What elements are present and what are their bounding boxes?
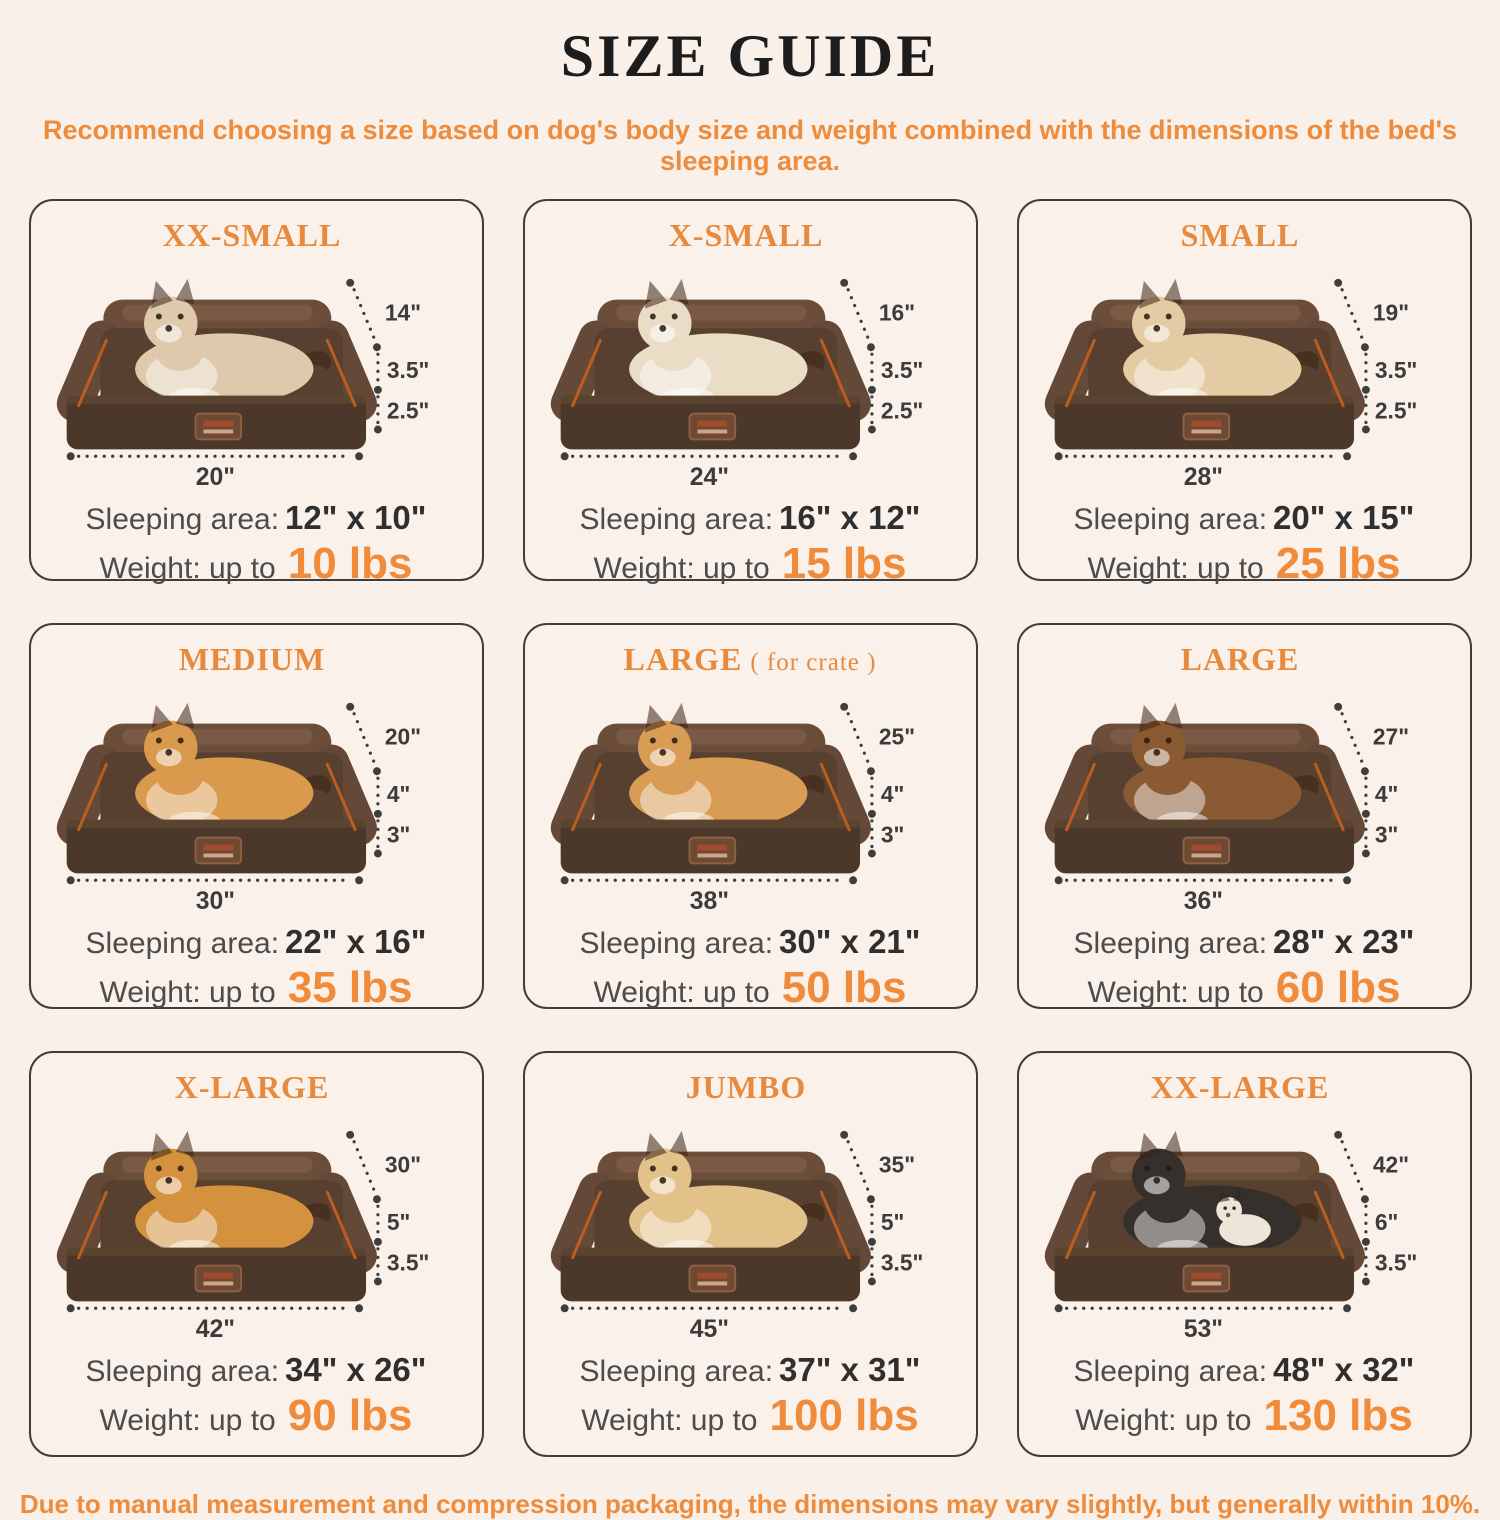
- sleeping-area-value: 12" x 10": [285, 499, 427, 536]
- bolster-height-dimension: 4": [386, 780, 410, 807]
- weight-line: [100, 539, 413, 589]
- size-label: XX-LARGE: [1150, 1069, 1330, 1105]
- pet-bed-illustration: [31, 680, 482, 915]
- pet-bed-illustration: [525, 680, 976, 915]
- bolster-height-dimension: 6": [1374, 1208, 1398, 1235]
- size-suffix: ( for crate ): [750, 649, 877, 676]
- weight-label: Weight: up to: [1087, 976, 1264, 1009]
- width-dimension: 45": [689, 1316, 729, 1343]
- size-label: LARGE: [623, 641, 743, 677]
- size-card-xx-small: [29, 199, 484, 588]
- sleeping-area-value: 34" x 26": [285, 1351, 427, 1388]
- weight-label: Weight: up to: [1087, 552, 1264, 585]
- header: [0, 22, 1500, 177]
- sleeping-area-label: Sleeping area:: [579, 503, 774, 536]
- sleeping-area-line: [1074, 1351, 1415, 1389]
- size-name: [163, 217, 350, 254]
- measurement-disclaimer: Due to manual measurement and compression packaging, the dimensions may vary slightly, but generally within 10%.: [19, 1489, 1481, 1519]
- size-card-x-small: [523, 199, 978, 588]
- size-name: [669, 217, 832, 254]
- size-label: LARGE: [1180, 641, 1300, 677]
- bolster-height-dimension: 4": [1374, 780, 1398, 807]
- depth-dimension: 20": [384, 723, 421, 750]
- bolster-height-dimension: 3.5": [386, 356, 429, 383]
- sleeping-area-value: 30" x 21": [779, 923, 921, 960]
- weight-value: 90 lbs: [287, 1391, 413, 1440]
- width-dimension: 42": [195, 1316, 235, 1343]
- depth-dimension: 16": [878, 299, 915, 326]
- pet-bed-illustration: [31, 1108, 482, 1343]
- pet-bed-illustration: [1019, 256, 1470, 491]
- weight-label: Weight: up to: [99, 1404, 276, 1437]
- sleeping-area-line: [1074, 499, 1415, 537]
- depth-dimension: 27": [1372, 723, 1409, 750]
- base-height-dimension: 3": [386, 821, 410, 848]
- size-name: [179, 641, 333, 678]
- sleeping-area-value: 22" x 16": [285, 923, 427, 960]
- depth-dimension: 42": [1372, 1151, 1409, 1178]
- base-height-dimension: 2.5": [1374, 397, 1417, 424]
- pet-bed-illustration: [1019, 1108, 1470, 1343]
- bolster-height-dimension: 3.5": [1374, 356, 1417, 383]
- recommendation-note: Recommend choosing a size based on dog's body size and weight combined with the dimensions of the bed's sleeping area.: [42, 115, 1458, 176]
- pet-bed-illustration: [525, 256, 976, 491]
- base-height-dimension: 3.5": [386, 1249, 429, 1276]
- weight-line: [594, 963, 907, 1013]
- weight-label: Weight: up to: [1075, 1404, 1252, 1437]
- sleeping-area-line: [580, 923, 921, 961]
- pet-bed-illustration: [525, 1108, 976, 1343]
- size-name: [175, 1069, 338, 1106]
- weight-line: [100, 1391, 413, 1441]
- base-height-dimension: 3": [1374, 821, 1398, 848]
- sleeping-area-label: Sleeping area:: [1073, 927, 1268, 960]
- weight-line: [100, 963, 413, 1013]
- base-height-dimension: 2.5": [880, 397, 923, 424]
- depth-dimension: 19": [1372, 299, 1409, 326]
- sleeping-area-value: 48" x 32": [1273, 1351, 1415, 1388]
- weight-value: 100 lbs: [769, 1391, 919, 1440]
- size-name: [624, 641, 877, 678]
- weight-line: [581, 1391, 918, 1441]
- depth-dimension: 35": [878, 1151, 915, 1178]
- weight-line: [1088, 963, 1401, 1013]
- size-card-xx-large: [1017, 1051, 1472, 1457]
- size-card-x-large: [29, 1051, 484, 1457]
- sleeping-area-value: 28" x 23": [1273, 923, 1415, 960]
- bolster-height-dimension: 5": [880, 1208, 904, 1235]
- size-label: SMALL: [1180, 217, 1300, 253]
- size-name: [1181, 217, 1308, 254]
- size-label: X-SMALL: [668, 217, 824, 253]
- width-dimension: 53": [1183, 1316, 1223, 1343]
- size-label: X-LARGE: [174, 1069, 330, 1105]
- sleeping-area-label: Sleeping area:: [579, 1355, 774, 1388]
- pet-bed-illustration: [1019, 680, 1470, 915]
- size-label: JUMBO: [685, 1069, 807, 1105]
- weight-label: Weight: up to: [99, 552, 276, 585]
- weight-label: Weight: up to: [593, 976, 770, 1009]
- size-label: MEDIUM: [178, 641, 326, 677]
- sleeping-area-value: 20" x 15": [1273, 499, 1415, 536]
- bolster-height-dimension: 4": [880, 780, 904, 807]
- sleeping-area-label: Sleeping area:: [85, 503, 280, 536]
- base-height-dimension: 3": [880, 821, 904, 848]
- sleeping-area-label: Sleeping area:: [1073, 1355, 1268, 1388]
- page-title: SIZE GUIDE: [560, 23, 940, 89]
- width-dimension: 20": [195, 464, 235, 491]
- weight-value: 15 lbs: [781, 539, 907, 588]
- weight-value: 35 lbs: [287, 963, 413, 1012]
- width-dimension: 28": [1183, 464, 1223, 491]
- weight-value: 60 lbs: [1275, 963, 1401, 1012]
- weight-label: Weight: up to: [581, 1404, 758, 1437]
- sleeping-area-line: [580, 1351, 921, 1389]
- sleeping-area-label: Sleeping area:: [579, 927, 774, 960]
- base-height-dimension: 2.5": [386, 397, 429, 424]
- size-label: XX-SMALL: [162, 217, 342, 253]
- depth-dimension: 30": [384, 1151, 421, 1178]
- weight-line: [1075, 1391, 1412, 1441]
- weight-label: Weight: up to: [593, 552, 770, 585]
- size-card-small: [1017, 199, 1472, 588]
- width-dimension: 24": [689, 464, 729, 491]
- sleeping-area-line: [580, 499, 921, 537]
- sleeping-area-value: 16" x 12": [779, 499, 921, 536]
- size-card-large: [1017, 623, 1472, 1012]
- bolster-height-dimension: 3.5": [880, 356, 923, 383]
- size-name: [686, 1069, 815, 1106]
- weight-line: [1088, 539, 1401, 589]
- weight-value: 130 lbs: [1263, 1391, 1413, 1440]
- sleeping-area-value: 37" x 31": [779, 1351, 921, 1388]
- pet-bed-illustration: [31, 256, 482, 491]
- base-height-dimension: 3.5": [880, 1249, 923, 1276]
- sleeping-area-label: Sleeping area:: [1073, 503, 1268, 536]
- width-dimension: 36": [1183, 888, 1223, 915]
- sleeping-area-label: Sleeping area:: [85, 927, 280, 960]
- sleeping-area-line: [86, 1351, 427, 1389]
- size-card-grid: [0, 199, 1500, 1457]
- depth-dimension: 14": [384, 299, 421, 326]
- base-height-dimension: 3.5": [1374, 1249, 1417, 1276]
- width-dimension: 30": [195, 888, 235, 915]
- depth-dimension: 25": [878, 723, 915, 750]
- width-dimension: 38": [689, 888, 729, 915]
- sleeping-area-label: Sleeping area:: [85, 1355, 280, 1388]
- size-card-medium: [29, 623, 484, 1012]
- bolster-height-dimension: 5": [386, 1208, 410, 1235]
- weight-value: 50 lbs: [781, 963, 907, 1012]
- size-name: [1151, 1069, 1338, 1106]
- size-name: [1181, 641, 1308, 678]
- size-card-jumbo: [523, 1051, 978, 1457]
- weight-value: 10 lbs: [287, 539, 413, 588]
- sleeping-area-line: [86, 499, 427, 537]
- size-card-large-for-crate: [523, 623, 978, 1012]
- sleeping-area-line: [1074, 923, 1415, 961]
- weight-line: [594, 539, 907, 589]
- weight-label: Weight: up to: [99, 976, 276, 1009]
- weight-value: 25 lbs: [1275, 539, 1401, 588]
- sleeping-area-line: [86, 923, 427, 961]
